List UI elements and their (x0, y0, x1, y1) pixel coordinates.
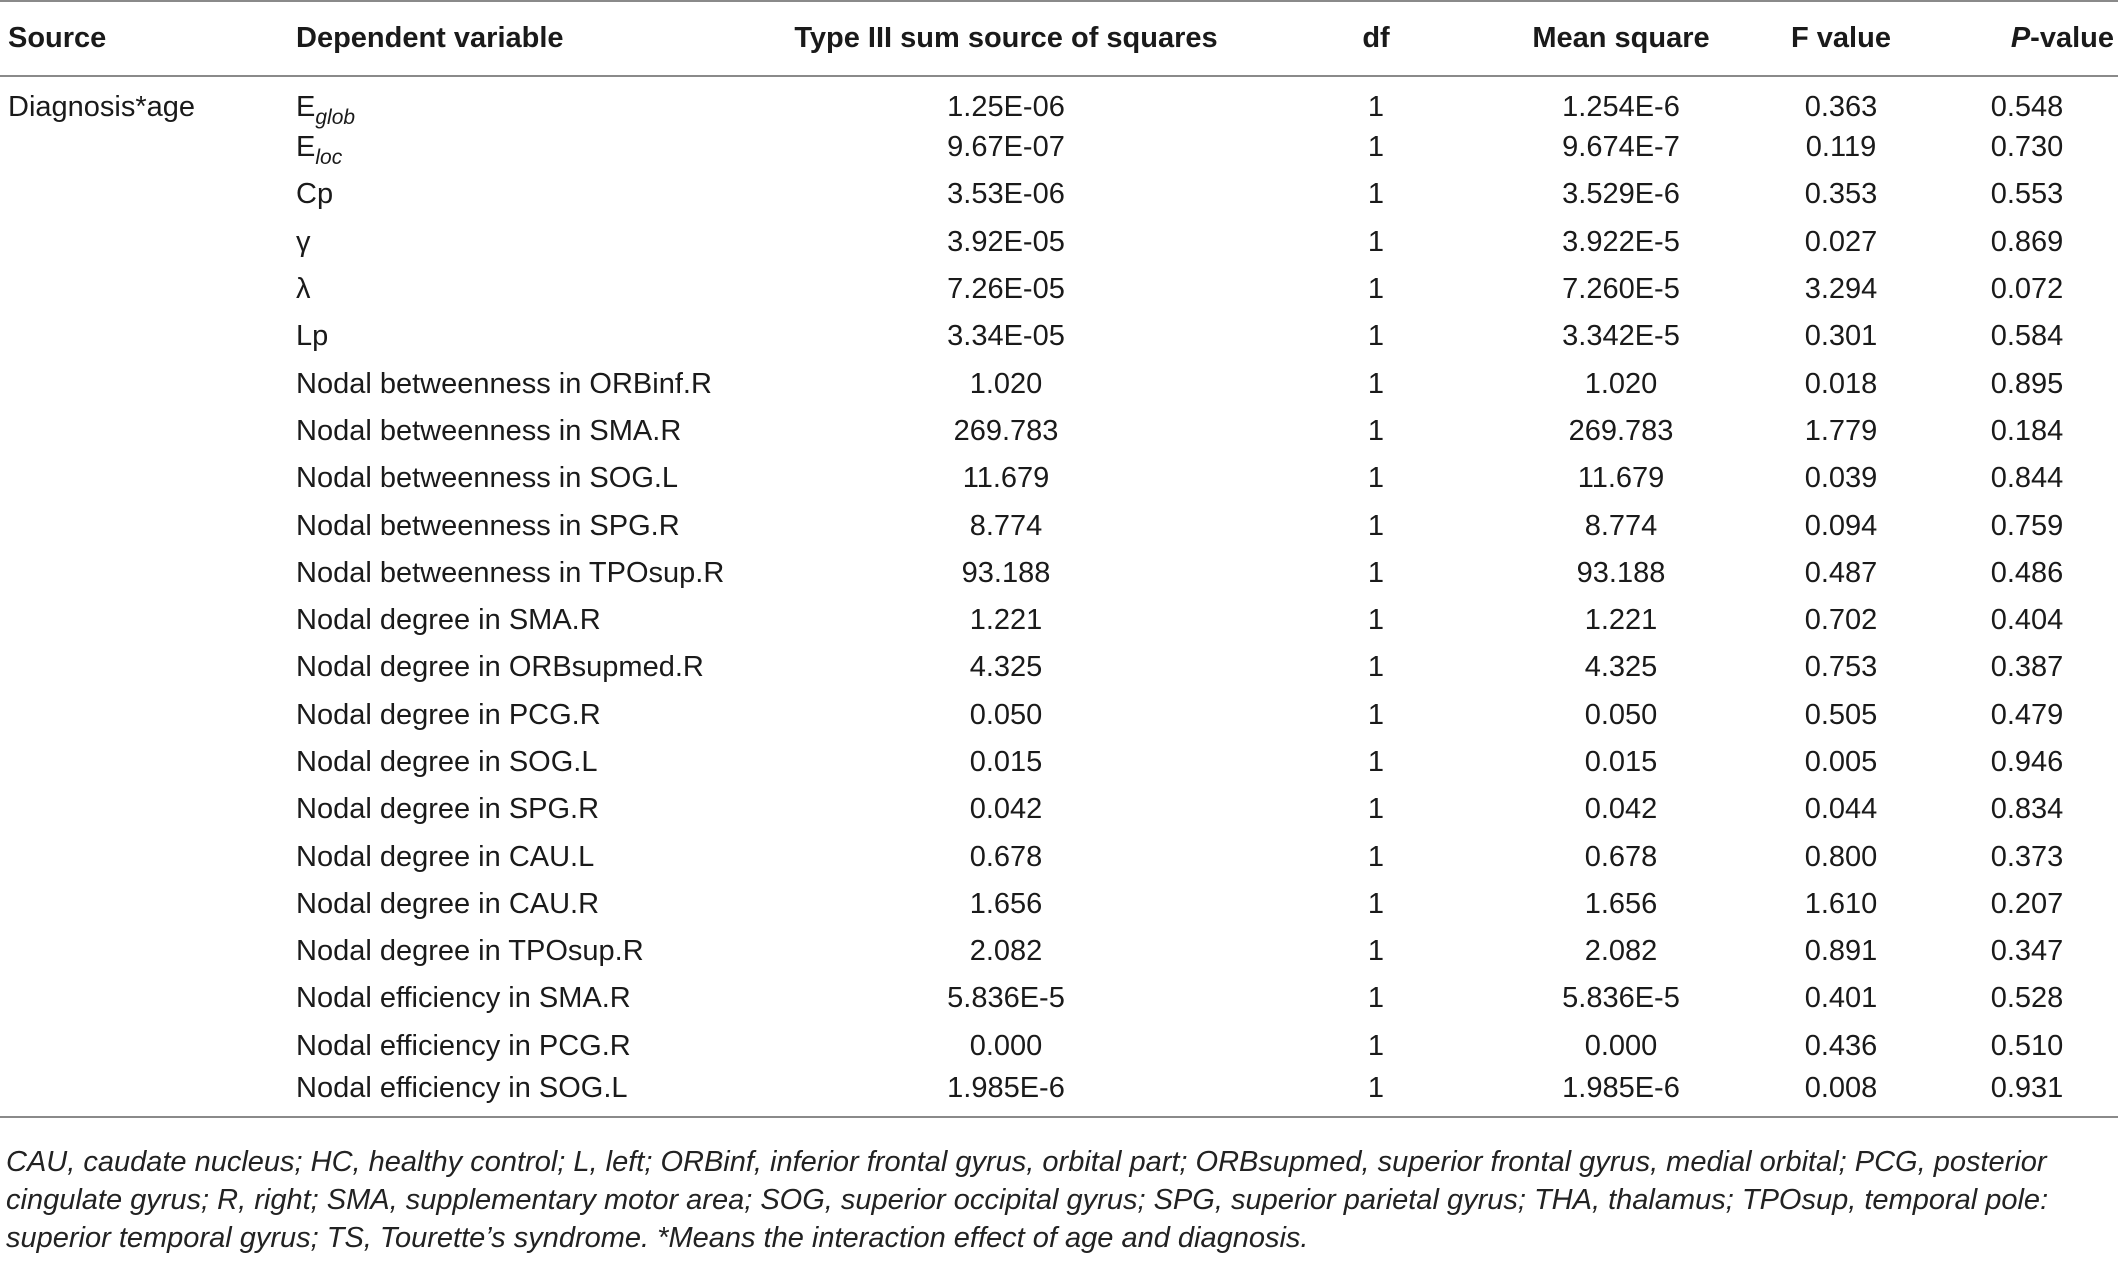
cell-source (0, 833, 296, 880)
cell-source (0, 975, 296, 1022)
cell-source (0, 124, 296, 171)
cell-dependent-variable (296, 408, 756, 455)
cell-type3-ss: 8.774 (969, 509, 1043, 542)
cell-dependent-variable (296, 833, 756, 880)
cell-p-value: 0.373 (1990, 840, 2064, 873)
cell-p-value: 0.548 (1990, 91, 2064, 123)
header-p-italic: P (2010, 22, 2031, 54)
cell-f-value: 0.301 (1804, 320, 1878, 353)
variable-main: Nodal efficiency in SMA.R (296, 982, 631, 1015)
cell-df: 1 (1367, 651, 1385, 684)
header-source: Source (0, 1, 296, 76)
cell-type3-ss: 2.082 (969, 935, 1043, 968)
cell-source (0, 1070, 296, 1117)
cell-mean-square: 11.679 (1577, 462, 1665, 495)
cell-df: 1 (1367, 935, 1385, 968)
table-row (0, 928, 2118, 975)
table-row (0, 360, 2118, 407)
variable-main: Cp (296, 178, 334, 211)
cell-f-value: 0.027 (1804, 225, 1878, 258)
cell-dependent-variable (296, 171, 756, 218)
cell-source (0, 739, 296, 786)
variable-main: λ (296, 273, 311, 306)
cell-p-value: 0.834 (1990, 793, 2064, 826)
cell-p-value: 0.869 (1990, 225, 2064, 258)
table-row (0, 881, 2118, 928)
table-row (0, 76, 2118, 124)
cell-p-value: 0.730 (1990, 131, 2064, 164)
cell-type3-ss: 269.783 (953, 414, 1059, 447)
cell-mean-square: 3.342E-5 (1562, 320, 1680, 353)
variable-main: Nodal degree in PCG.R (296, 698, 601, 731)
cell-type3-ss: 3.92E-05 (947, 225, 1065, 258)
cell-type3-ss: 1.985E-6 (756, 1070, 1256, 1117)
cell-p-value: 0.387 (1990, 651, 2064, 684)
cell-mean-square: 0.050 (1584, 698, 1658, 731)
cell-type3-ss: 1.656 (969, 887, 1043, 920)
cell-f-value: 0.487 (1804, 556, 1878, 589)
cell-df: 1 (1367, 698, 1385, 731)
cell-dependent-variable (296, 360, 756, 407)
variable-main: Nodal betweenness in SMA.R (296, 414, 682, 447)
cell-f-value: 0.505 (1804, 698, 1878, 731)
cell-f-value: 0.436 (1804, 1029, 1878, 1062)
table-row (0, 786, 2118, 833)
variable-main: Nodal degree in CAU.L (296, 840, 595, 873)
table-row (0, 739, 2118, 786)
table-row (0, 219, 2118, 266)
cell-type3-ss: 0.050 (969, 698, 1043, 731)
cell-mean-square: 4.325 (1584, 651, 1658, 684)
cell-type3-ss: 1.020 (969, 367, 1043, 400)
cell-f-value: 0.891 (1804, 935, 1878, 968)
variable-main: Nodal betweenness in SOG.L (296, 462, 679, 495)
cell-f-value: 1.610 (1804, 887, 1878, 920)
cell-mean-square: 5.836E-5 (1562, 982, 1680, 1015)
cell-dependent-variable (296, 644, 756, 691)
cell-source (0, 360, 296, 407)
cell-type3-ss: 1.25E-06 (947, 91, 1065, 123)
cell-dependent-variable (296, 881, 756, 928)
table-row (0, 408, 2118, 455)
table-row (0, 313, 2118, 360)
cell-df: 1 (1367, 131, 1385, 164)
cell-df: 1 (1367, 556, 1385, 589)
cell-type3-ss: 1.221 (969, 604, 1043, 637)
cell-dependent-variable (296, 739, 756, 786)
cell-df: 1 (1367, 414, 1385, 447)
cell-mean-square: 0.000 (1584, 1029, 1658, 1062)
cell-mean-square: 3.922E-5 (1562, 225, 1680, 258)
cell-dependent-variable (296, 313, 756, 360)
cell-source (0, 550, 296, 597)
cell-df: 1 (1367, 982, 1385, 1015)
variable-main: Nodal betweenness in ORBinf.R (296, 367, 712, 400)
cell-p-value: 0.528 (1990, 982, 2064, 1015)
cell-type3-ss: 4.325 (969, 651, 1043, 684)
cell-f-value: 0.702 (1804, 604, 1878, 637)
header-p-rest: -value (2030, 22, 2114, 54)
cell-mean-square: 269.783 (1568, 414, 1674, 447)
table-row (0, 692, 2118, 739)
cell-df: 1 (1367, 320, 1385, 353)
cell-source (0, 502, 296, 549)
cell-df: 1 (1367, 793, 1385, 826)
cell-f-value: 0.800 (1804, 840, 1878, 873)
cell-mean-square: 3.529E-6 (1562, 178, 1680, 211)
cell-mean-square: 7.260E-5 (1562, 273, 1680, 306)
cell-mean-square: 1.985E-6 (1496, 1070, 1746, 1117)
header-f-value: F value (1746, 1, 1936, 76)
cell-df: 1 (1367, 1029, 1385, 1062)
header-dependent-variable: Dependent variable (296, 1, 756, 76)
cell-mean-square: 1.254E-6 (1562, 91, 1680, 123)
table-row (0, 455, 2118, 502)
cell-df: 1 (1367, 509, 1385, 542)
table-row (0, 502, 2118, 549)
cell-dependent-variable (296, 975, 756, 1022)
cell-df: 1 (1367, 178, 1385, 211)
variable-subscript: loc (315, 146, 343, 170)
table-row (0, 171, 2118, 218)
cell-mean-square: 0.678 (1584, 840, 1658, 873)
cell-mean-square: 9.674E-7 (1562, 131, 1680, 164)
cell-df: 1 (1367, 887, 1385, 920)
cell-p-value: 0.895 (1990, 367, 2064, 400)
variable-main: Nodal degree in SOG.L (296, 746, 598, 778)
cell-f-value: 0.753 (1804, 651, 1878, 684)
variable-main: Nodal efficiency in SOG.L (296, 1071, 628, 1104)
cell-mean-square: 1.020 (1584, 367, 1658, 400)
cell-p-value: 0.844 (1990, 462, 2064, 495)
variable-main: Nodal degree in ORBsupmed.R (296, 651, 704, 684)
cell-p-value: 0.584 (1990, 320, 2064, 353)
variable-main: Nodal betweenness in SPG.R (296, 509, 680, 542)
variable-main: E (296, 91, 316, 123)
cell-df: 1 (1367, 840, 1385, 873)
cell-p-value: 0.486 (1990, 556, 2064, 589)
cell-mean-square: 1.656 (1584, 887, 1658, 920)
header-p-value (1936, 1, 2118, 76)
variable-main: Nodal degree in SPG.R (296, 793, 600, 826)
header-df: df (1256, 1, 1496, 76)
cell-dependent-variable (296, 502, 756, 549)
cell-f-value: 0.018 (1804, 367, 1878, 400)
cell-p-value: 0.931 (1936, 1070, 2118, 1117)
cell-source (0, 692, 296, 739)
cell-df: 1 (1256, 1070, 1496, 1117)
table-row (0, 833, 2118, 880)
cell-p-value: 0.946 (1990, 746, 2064, 778)
cell-df: 1 (1367, 91, 1385, 123)
cell-dependent-variable (296, 455, 756, 502)
cell-p-value: 0.072 (1990, 273, 2064, 306)
cell-source (0, 219, 296, 266)
cell-type3-ss: 7.26E-05 (947, 273, 1065, 306)
table-footnote: CAU, caudate nucleus; HC, healthy control; L, left; ORBinf, inferior frontal gyrus, orbital part; ORBsupmed, superior frontal gyrus, medial orbital; PCG, posterior cingulate gyrus; R, right; SMA, supplementary motor area; SOG, superior occipital gyrus; SPG, superior parietal gyrus; THA, thalamus; TPOsup, temporal pole: superior temporal gyrus; TS, Tourette’s syndrome. *Means the interaction effect of age and diagnosis. (6, 1146, 2049, 1254)
cell-source (0, 928, 296, 975)
cell-dependent-variable (296, 124, 756, 171)
cell-p-value: 0.184 (1990, 414, 2064, 447)
cell-f-value: 0.353 (1804, 178, 1878, 211)
cell-dependent-variable (296, 692, 756, 739)
cell-f-value: 0.044 (1804, 793, 1878, 826)
variable-main: Nodal efficiency in PCG.R (296, 1029, 631, 1062)
cell-source (0, 266, 296, 313)
cell-type3-ss: 93.188 (961, 556, 1051, 589)
cell-dependent-variable (296, 597, 756, 644)
cell-f-value: 3.294 (1804, 273, 1878, 306)
cell-type3-ss: 0.678 (969, 840, 1043, 873)
header-type3-ss: Type III sum source of squares (756, 1, 1256, 76)
cell-df: 1 (1367, 273, 1385, 306)
variable-main: Nodal betweenness in TPOsup.R (296, 556, 725, 589)
cell-df: 1 (1367, 462, 1385, 495)
cell-source: Diagnosis*age (8, 91, 196, 123)
variable-main: Lp (296, 320, 329, 353)
variable-subscript: glob (315, 106, 356, 129)
table-row (0, 1023, 2118, 1070)
cell-f-value: 0.008 (1746, 1070, 1936, 1117)
cell-dependent-variable (296, 786, 756, 833)
cell-source (0, 881, 296, 928)
cell-f-value: 0.005 (1804, 746, 1878, 778)
cell-type3-ss: 3.34E-05 (947, 320, 1065, 353)
table-header (0, 1, 2118, 76)
cell-p-value: 0.759 (1990, 509, 2064, 542)
cell-type3-ss: 0.000 (969, 1029, 1043, 1062)
cell-type3-ss: 11.679 (962, 462, 1050, 495)
cell-df: 1 (1367, 367, 1385, 400)
cell-mean-square: 0.042 (1584, 793, 1658, 826)
variable-main: E (296, 131, 316, 164)
cell-type3-ss: 0.042 (969, 793, 1043, 826)
cell-type3-ss: 3.53E-06 (947, 178, 1065, 211)
cell-p-value: 0.553 (1990, 178, 2064, 211)
cell-dependent-variable (296, 76, 756, 129)
cell-mean-square: 0.015 (1584, 746, 1658, 778)
cell-type3-ss: 0.015 (969, 746, 1043, 778)
cell-mean-square: 1.221 (1584, 604, 1658, 637)
cell-source (0, 1023, 296, 1070)
cell-type3-ss: 5.836E-5 (947, 982, 1065, 1015)
table-row (0, 1070, 2118, 1117)
cell-p-value: 0.207 (1990, 887, 2064, 920)
cell-p-value: 0.479 (1990, 698, 2064, 731)
cell-source (0, 455, 296, 502)
cell-p-value: 0.404 (1990, 604, 2064, 637)
cell-source (0, 171, 296, 218)
table-row (0, 597, 2118, 644)
cell-f-value: 0.039 (1804, 462, 1878, 495)
table-row (0, 266, 2118, 313)
cell-source (0, 786, 296, 833)
variable-main: Nodal degree in TPOsup.R (296, 935, 644, 968)
cell-dependent-variable (296, 1023, 756, 1070)
cell-type3-ss: 9.67E-07 (947, 131, 1065, 164)
cell-f-value: 0.119 (1805, 131, 1877, 164)
variable-main: γ (296, 225, 311, 258)
cell-dependent-variable (296, 928, 756, 975)
cell-dependent-variable (296, 1070, 756, 1117)
cell-df: 1 (1367, 746, 1385, 778)
cell-df: 1 (1367, 225, 1385, 258)
cell-mean-square: 2.082 (1584, 935, 1658, 968)
variable-main: Nodal degree in CAU.R (296, 887, 600, 920)
cell-df: 1 (1367, 604, 1385, 637)
cell-dependent-variable (296, 266, 756, 313)
table-body (0, 76, 2118, 1117)
header-mean-square: Mean square (1496, 1, 1746, 76)
cell-source (0, 313, 296, 360)
variable-main: Nodal degree in SMA.R (296, 604, 601, 637)
cell-f-value: 0.363 (1804, 91, 1878, 123)
cell-p-value: 0.510 (1990, 1029, 2064, 1062)
cell-p-value: 0.347 (1990, 935, 2064, 968)
cell-source (0, 644, 296, 691)
cell-source (0, 597, 296, 644)
cell-f-value: 1.779 (1804, 414, 1878, 447)
table-row (0, 975, 2118, 1022)
cell-source (0, 408, 296, 455)
cell-dependent-variable (296, 219, 756, 266)
table-row (0, 550, 2118, 597)
table-row (0, 124, 2118, 171)
table-row (0, 644, 2118, 691)
cell-f-value: 0.401 (1804, 982, 1878, 1015)
cell-f-value: 0.094 (1804, 509, 1878, 542)
cell-mean-square: 93.188 (1576, 556, 1666, 589)
cell-dependent-variable (296, 550, 756, 597)
cell-mean-square: 8.774 (1584, 509, 1658, 542)
